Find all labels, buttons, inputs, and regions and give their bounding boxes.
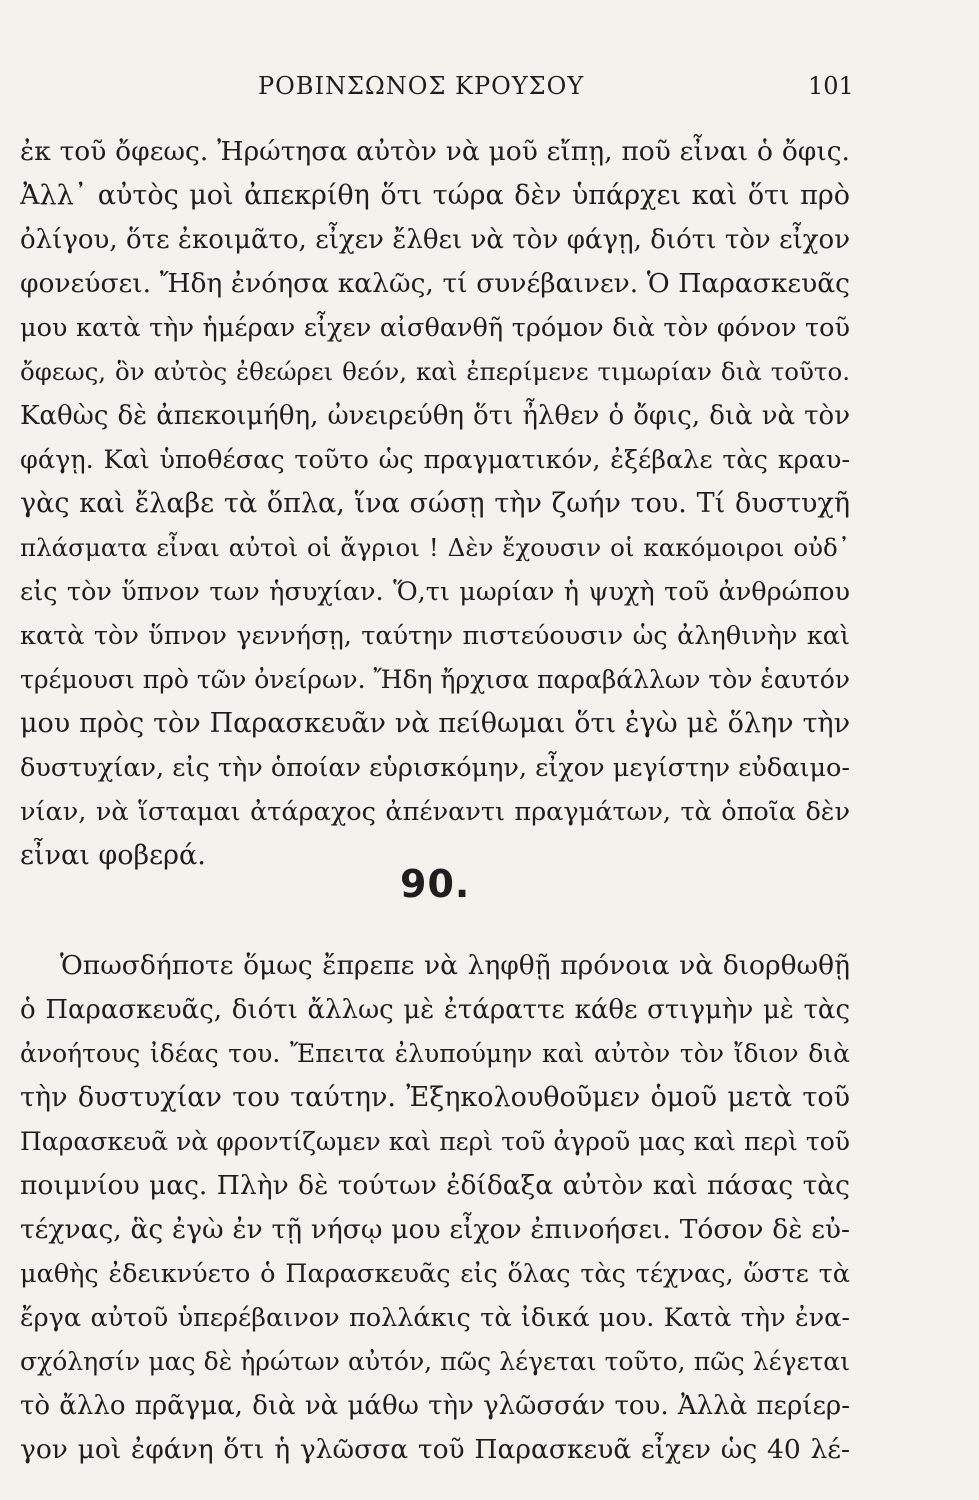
text-line: ἔργα αὐτοῦ ὑπερέβαινον πολλάκις τὰ ἰδικά μου. Κατὰ τὴν ἐνα-: [20, 1303, 850, 1333]
text-line: ἐκ τοῦ ὄφεως. Ἠρώτησα αὐτὸν νὰ μοῦ εἴπῃ, ποῦ εἶναι ὁ ὄφις.: [20, 136, 850, 167]
text-line: εἰς τὸν ὕπνον των ἡσυχίαν. Ὅ,τι μωρίαν ἡ ψυχὴ τοῦ ἀνθρώπου: [20, 577, 850, 607]
section-number: 90.: [400, 862, 471, 906]
page-number: 101: [808, 72, 854, 100]
text-line: σχόλησίν μας δὲ ἠρώτων αὐτόν, πῶς λέγεται τοῦτο, πῶς λέγεται: [20, 1347, 850, 1376]
text-line: ὁ Παρασκευᾶς, διότι ἄλλως μὲ ἐτάραττε κάθε στιγμὴν μὲ τὰς: [20, 995, 850, 1025]
text-line: νίαν, νὰ ἵσταμαι ἀτάραχος ἀπέναντι πραγμάτων, τὰ ὁποῖα δὲν: [20, 797, 850, 827]
text-line: τὸ ἄλλο πρᾶγμα, διὰ νὰ μάθω τὴν γλῶσσάν του. Ἀλλὰ περίερ-: [20, 1391, 850, 1421]
text-line: τρέμουσι πρὸ τῶν ὀνείρων. Ἤδη ἤρχισα παραβάλλων τὸν ἑαυτόν: [20, 665, 850, 694]
text-line: πλάσματα εἶναι αὐτοὶ οἱ ἄγριοι ! Δὲν ἔχουσιν οἱ κακόμοιροι οὐδ᾽: [20, 533, 850, 562]
text-line: γὰς καὶ ἔλαβε τὰ ὅπλα, ἵνα σώσῃ τὴν ζωήν του. Τί δυστυχῆ: [20, 488, 850, 519]
text-line: μου πρὸς τὸν Παρασκευᾶν νὰ πείθωμαι ὅτι ἐγὼ μὲ ὅλην τὴν: [20, 708, 850, 739]
text-line: μου κατὰ τὴν ἡμέραν εἶχεν αἰσθανθῆ τρόμον διὰ τὸν φόνον τοῦ: [20, 313, 850, 343]
text-line: Καθὼς δὲ ἀπεκοιμήθη, ὠνειρεύθη ὅτι ἦλθεν ὁ ὄφις, διὰ νὰ τὸν: [20, 401, 850, 431]
text-line: τέχνας, ἃς ἐγὼ ἐν τῇ νήσῳ μου εἶχον ἐπινοήσει. Τόσον δὲ εὐ-: [20, 1214, 850, 1245]
running-head-title: ΡΟΒΙΝΣΩΝΟΣ ΚΡΟΥΣΟΥ: [258, 72, 585, 100]
running-head: [0, 72, 979, 112]
text-line: τὴν δυστυχίαν του ταύτην. Ἐξηκολουθοῦμεν ὁμοῦ μετὰ τοῦ: [20, 1082, 850, 1113]
text-line: φάγῃ. Καὶ ὑποθέσας τοῦτο ὡς πραγματικόν, ἐξέβαλε τὰς κραυ-: [20, 445, 850, 475]
text-line: ὄφεως, ὃν αὐτὸς ἐθεώρει θεόν, καὶ ἐπερίμενε τιμωρίαν διὰ τοῦτο.: [20, 357, 850, 386]
text-line: μαθὴς ἐδεικνύετο ὁ Παρασκευᾶς εἰς ὅλας τὰς τέχνας, ὥστε τὰ: [20, 1259, 850, 1289]
text-line: Ἀλλ᾽ αὐτὸς μοὶ ἀπεκρίθη ὅτι τώρα δὲν ὑπάρχει καὶ ὅτι πρὸ: [20, 180, 850, 211]
text-line: Ὁπωσδήποτε ὅμως ἔπρεπε νὰ ληφθῇ πρόνοια νὰ διορθωθῇ: [60, 950, 850, 981]
text-line: ἀνοήτους ἰδέας του. Ἔπειτα ἐλυπούμην καὶ αὐτὸν τὸν ἴδιον διὰ: [20, 1039, 850, 1068]
text-line: ποιμνίου μας. Πλὴν δὲ τούτων ἐδίδαξα αὐτὸν καὶ πάσας τὰς: [20, 1170, 850, 1201]
text-line: ὀλίγου, ὅτε ἐκοιμᾶτο, εἶχεν ἔλθει νὰ τὸν φάγῃ, διότι τὸν εἶχον: [20, 225, 850, 255]
text-line: γον μοὶ ἐφάνη ὅτι ἡ γλῶσσα τοῦ Παρασκευᾶ εἶχεν ὡς 40 λέ-: [20, 1434, 850, 1465]
text-line: εἶναι φοβερά.: [20, 840, 206, 871]
text-line: Παρασκευᾶ νὰ φροντίζωμεν καὶ περὶ τοῦ ἀγροῦ μας καὶ περὶ τοῦ: [20, 1127, 850, 1156]
text-line: φονεύσει. Ἤδη ἐνόησα καλῶς, τί συνέβαινεν. Ὁ Παρασκευᾶς: [20, 268, 850, 299]
text-line: κατὰ τὸν ὕπνον γεννήσῃ, ταύτην πιστεύουσιν ὡς ἀληθινὴν καὶ: [20, 621, 850, 651]
text-line: δυστυχίαν, εἰς τὴν ὁποίαν εὑρισκόμην, εἶχον μεγίστην εὐδαιμο-: [20, 753, 850, 783]
